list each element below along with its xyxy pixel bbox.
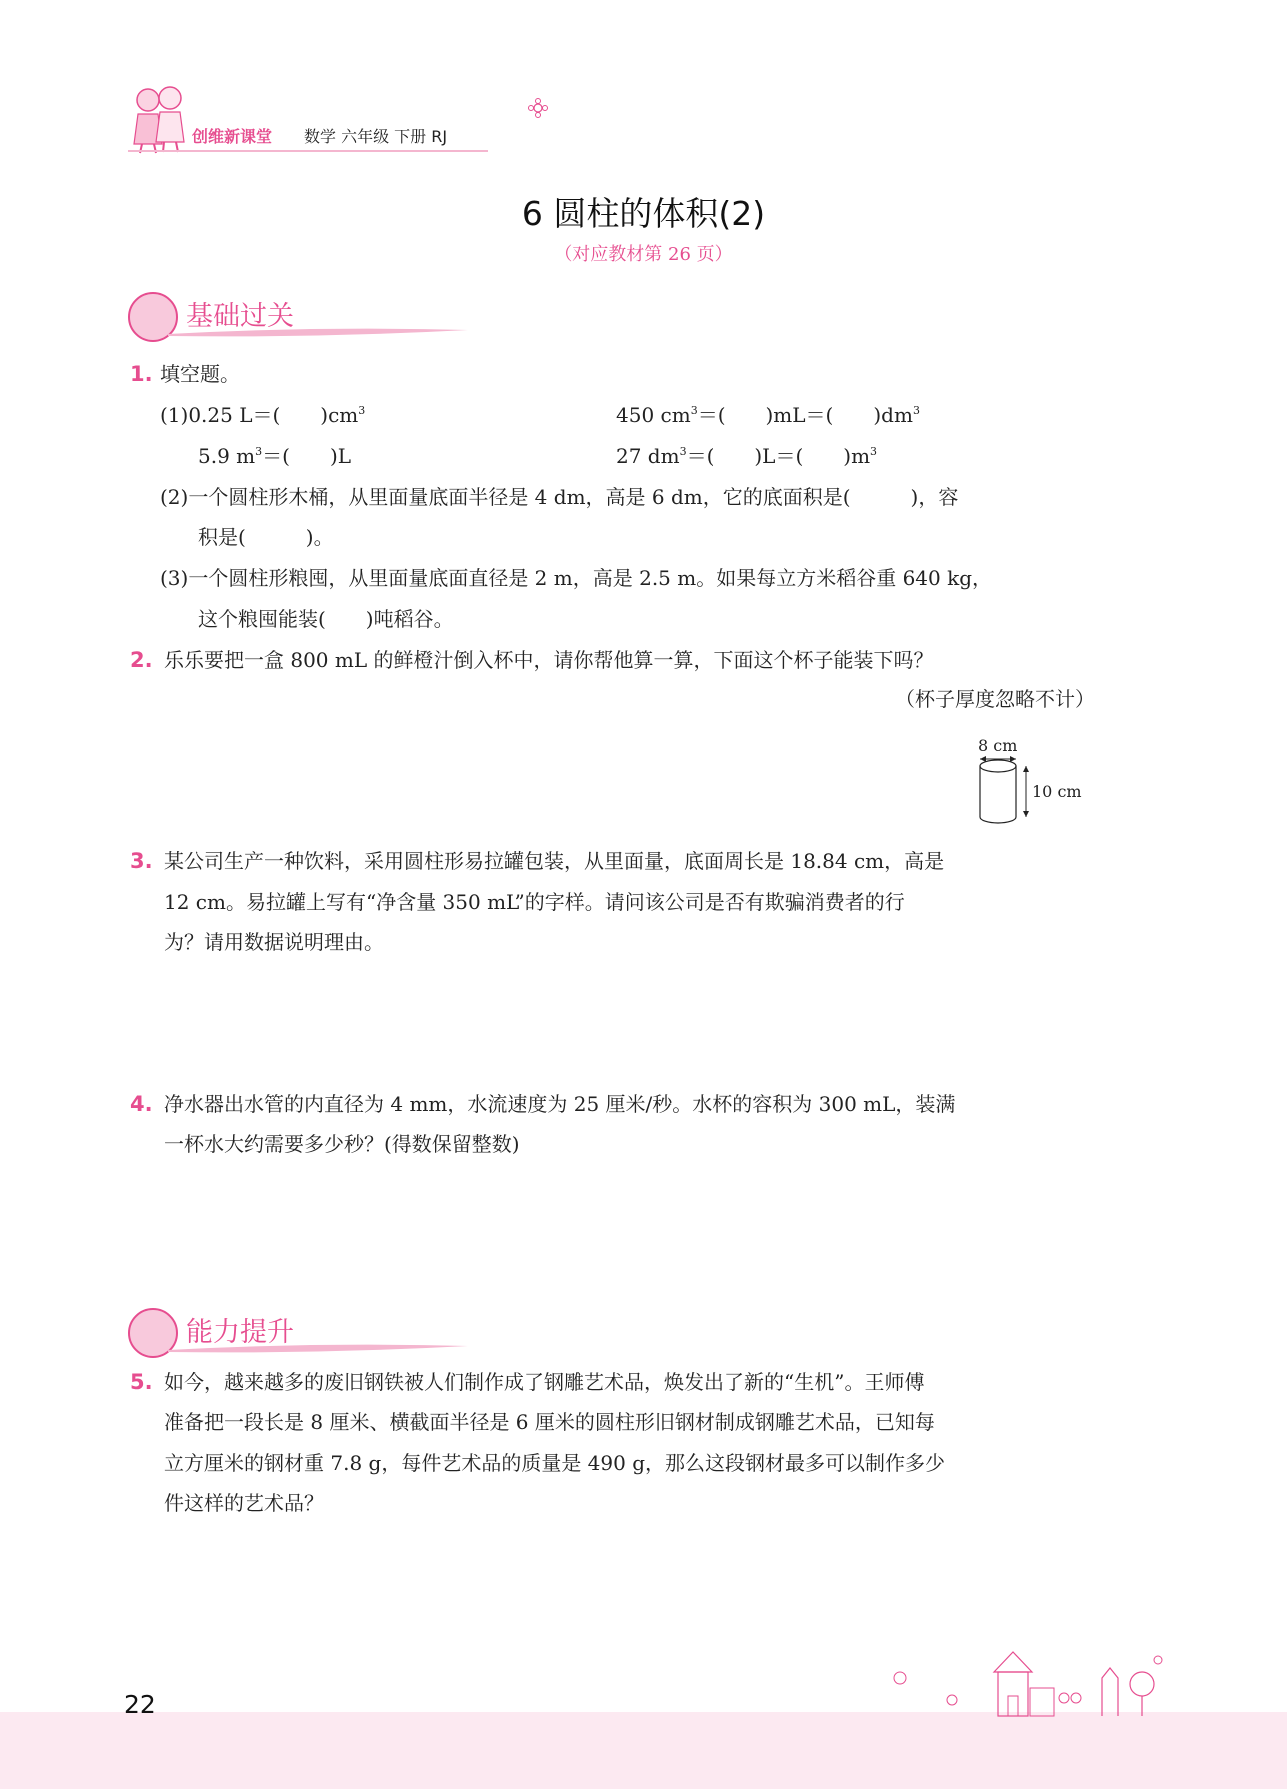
q2-line1: 乐乐要把一盒 800 mL 的鲜橙汁倒入杯中，请你帮他算一算，下面这个杯子能装下吗？ [164, 648, 934, 672]
page-title: 6 圆柱的体积(2) [521, 194, 766, 233]
swoosh-icon [168, 324, 468, 340]
q4-line2: 一杯水大约需要多少秒？(得数保留整数) [164, 1132, 520, 1156]
q1-part1c [198, 444, 351, 468]
q1-part3-line2: 这个粮囤能装( )吨稻谷。 [198, 607, 454, 631]
book-series: 数学 六年级 下册 RJ [304, 127, 448, 146]
q5-line3: 立方厘米的钢材重 7.8 g，每件艺术品的质量是 490 g，那么这段钢材最多可以制作多少 [164, 1451, 946, 1475]
q2-note: （杯子厚度忽略不计） [895, 687, 1095, 711]
superscript: 3 [679, 445, 687, 458]
text: ＝( )L＝( )m [686, 444, 871, 468]
q1-part1b [616, 403, 920, 427]
superscript: 3 [870, 445, 878, 458]
q5-line2: 准备把一段长是 8 厘米、横截面半径是 6 厘米的圆柱形旧钢材制成钢雕艺术品，已知每 [164, 1410, 935, 1434]
text: 450 cm [616, 403, 691, 427]
section-label: 基础过关 [186, 301, 294, 332]
q3-line1: 某公司生产一种饮料，采用圆柱形易拉罐包装，从里面量，底面周长是 18.84 cm，高是 [164, 849, 945, 873]
footer-band [0, 1712, 1287, 1789]
text: 5.9 m [198, 444, 256, 468]
height-label: 10 cm [1032, 782, 1082, 801]
question-number: 5. [130, 1370, 153, 1394]
brand-name: 创维新课堂 [192, 127, 273, 146]
text: (1)0.25 L＝( )cm [160, 403, 359, 427]
q3-line2: 12 cm。易拉罐上写有“净含量 350 mL”的字样。请问该公司是否有欺骗消费者的行 [164, 890, 905, 914]
question-number: 4. [130, 1092, 153, 1116]
superscript: 3 [358, 404, 366, 417]
text: 27 dm [616, 444, 680, 468]
page-subtitle: （对应教材第 26 页） [554, 244, 733, 265]
q1-text: 填空题。 [160, 362, 240, 386]
cup-cylinder-diagram [960, 735, 1100, 825]
superscript: 3 [690, 404, 698, 417]
superscript: 3 [255, 445, 263, 458]
text: ＝( )mL＝( )dm [697, 403, 913, 427]
question-number: 3. [130, 849, 153, 873]
superscript: 3 [912, 404, 920, 417]
q1-part3-line1: (3)一个圆柱形粮囤，从里面量底面直径是 2 m，高是 2.5 m。如果每立方米稻谷重 640 kg， [160, 566, 993, 590]
question-number: 2. [130, 648, 153, 672]
q4-line1: 净水器出水管的内直径为 4 mm，水流速度为 25 厘米/秒。水杯的容积为 300 mL，装满 [164, 1092, 956, 1116]
q1-part1d [616, 444, 877, 468]
q1-part2-line1: (2)一个圆柱形木桶，从里面量底面半径是 4 dm，高是 6 dm，它的底面积是( )，容 [160, 485, 959, 509]
q5-line1: 如今，越来越多的废旧钢铁被人们制作成了钢雕艺术品，焕发出了新的“生机”。王师傅 [164, 1370, 925, 1394]
q5-line4: 件这样的艺术品？ [164, 1491, 324, 1515]
q3-line3: 为？请用数据说明理由。 [164, 930, 384, 954]
header-divider [128, 150, 488, 152]
castle-decoration-icon [880, 1648, 1170, 1718]
section-label: 能力提升 [186, 1317, 294, 1348]
kids-illustration-icon [128, 84, 192, 154]
q1-part1a [160, 403, 365, 427]
diameter-label: 8 cm [978, 736, 1018, 755]
page-number: 22 [124, 1690, 156, 1719]
swoosh-icon [168, 1340, 468, 1356]
flower-decoration-icon [528, 98, 548, 118]
q1-part2-line2: 积是( )。 [198, 525, 334, 549]
question-number: 1. [130, 362, 153, 386]
text: ＝( )L [262, 444, 352, 468]
